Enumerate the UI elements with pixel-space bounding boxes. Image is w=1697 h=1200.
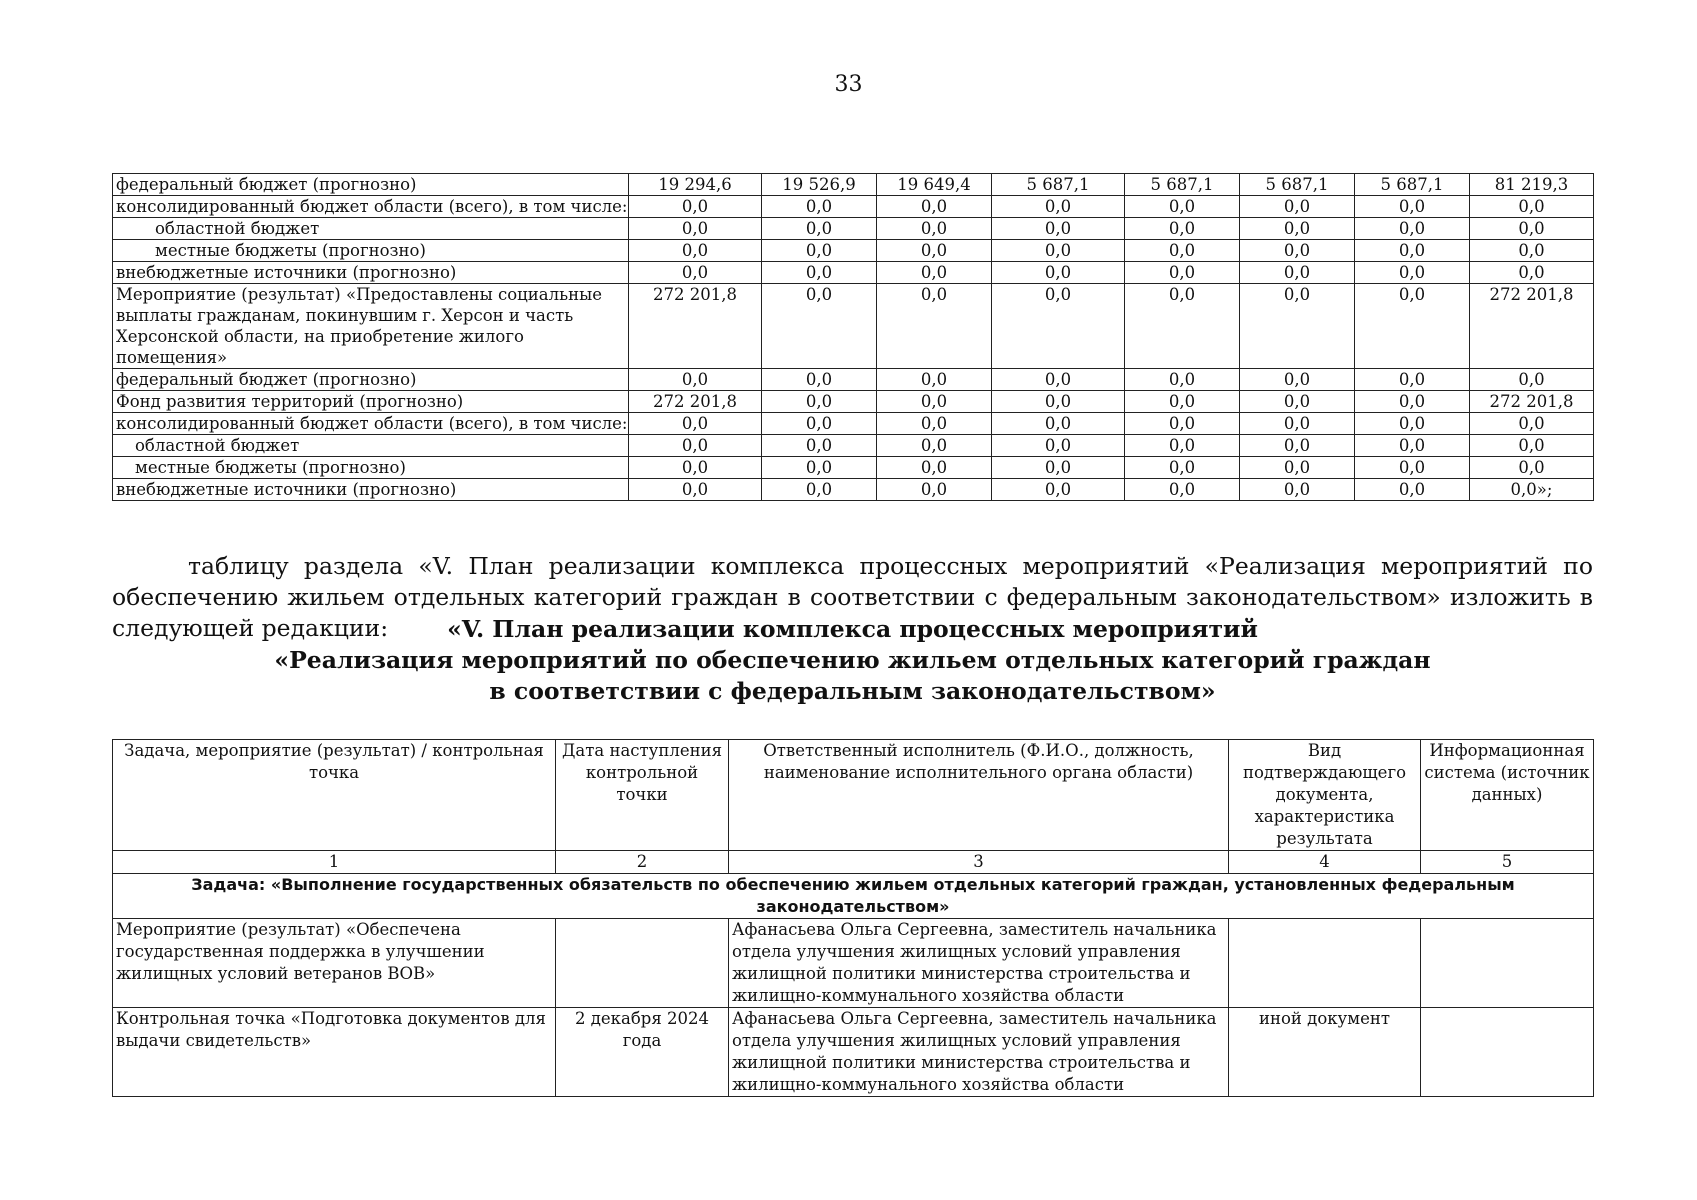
budget-value: 0,0 xyxy=(1355,457,1470,479)
budget-value: 0,0 xyxy=(1240,391,1355,413)
budget-value: 0,0 xyxy=(762,391,877,413)
budget-value: 0,0 xyxy=(629,413,762,435)
header-responsible: Ответственный исполнитель (Ф.И.О., должность, наименование исполнительного органа области) xyxy=(729,740,1229,851)
budget-value: 0,0 xyxy=(762,413,877,435)
budget-row xyxy=(113,284,1594,369)
budget-value: 272 201,8 xyxy=(1470,391,1594,413)
header-document: Вид подтверждающего документа, характеристика результата xyxy=(1229,740,1421,851)
plan-row-name: Мероприятие (результат) «Обеспечена государственная поддержка в улучшении жилищных условий ветеранов ВОВ» xyxy=(113,919,556,1008)
budget-value: 272 201,8 xyxy=(629,391,762,413)
budget-value: 0,0 xyxy=(1240,218,1355,240)
budget-value: 0,0 xyxy=(992,240,1125,262)
budget-value: 5 687,1 xyxy=(1125,174,1240,196)
budget-row-label: областной бюджет xyxy=(113,435,629,457)
budget-value: 0,0 xyxy=(762,284,877,369)
budget-value: 0,0 xyxy=(992,262,1125,284)
budget-value: 0,0 xyxy=(1355,413,1470,435)
budget-value: 0,0 xyxy=(1355,196,1470,218)
budget-value: 0,0 xyxy=(1470,196,1594,218)
section-title-line-2: «Реализация мероприятий по обеспечению жильем отдельных категорий граждан xyxy=(274,646,1431,674)
budget-value: 0,0 xyxy=(877,435,992,457)
budget-value: 0,0 xyxy=(992,457,1125,479)
budget-value: 272 201,8 xyxy=(1470,284,1594,369)
budget-row-label: федеральный бюджет (прогнозно) xyxy=(113,174,629,196)
budget-value: 0,0 xyxy=(1240,240,1355,262)
column-number: 4 xyxy=(1229,851,1421,874)
budget-value: 0,0 xyxy=(992,479,1125,501)
plan-column-numbers xyxy=(113,851,1594,874)
budget-value: 0,0 xyxy=(1470,240,1594,262)
budget-value: 0,0 xyxy=(629,196,762,218)
budget-row-label: местные бюджеты (прогнозно) xyxy=(113,240,629,262)
budget-value: 0,0 xyxy=(629,240,762,262)
budget-value: 0,0 xyxy=(1240,284,1355,369)
column-number: 1 xyxy=(113,851,556,874)
plan-table xyxy=(112,739,1594,1097)
budget-value: 0,0 xyxy=(992,284,1125,369)
budget-value: 0,0 xyxy=(1240,479,1355,501)
budget-value: 0,0 xyxy=(629,262,762,284)
budget-value: 0,0 xyxy=(1125,391,1240,413)
budget-row-label: Фонд развития территорий (прогнозно) xyxy=(113,391,629,413)
budget-value: 0,0 xyxy=(877,196,992,218)
budget-row xyxy=(113,457,1594,479)
budget-value: 0,0 xyxy=(762,218,877,240)
budget-value: 0,0 xyxy=(1240,435,1355,457)
budget-value: 5 687,1 xyxy=(1240,174,1355,196)
plan-header-row xyxy=(113,740,1594,851)
budget-value: 0,0 xyxy=(1125,413,1240,435)
plan-row-date: 2 декабря 2024 года xyxy=(556,1008,729,1097)
budget-value: 0,0 xyxy=(1470,369,1594,391)
plan-task-row xyxy=(113,874,1594,919)
budget-value: 0,0 xyxy=(1355,435,1470,457)
budget-value: 0,0 xyxy=(877,240,992,262)
budget-value: 0,0 xyxy=(762,479,877,501)
plan-row-document xyxy=(1229,919,1421,1008)
budget-value: 0,0 xyxy=(1240,196,1355,218)
budget-value: 272 201,8 xyxy=(629,284,762,369)
budget-value: 0,0 xyxy=(877,218,992,240)
plan-row-responsible: Афанасьева Ольга Сергеевна, заместитель начальника отдела улучшения жилищных условий управления жилищной политики министерства строительства и жилищно-коммунального хозяйства области xyxy=(729,919,1229,1008)
budget-value: 0,0 xyxy=(992,369,1125,391)
budget-value: 0,0»; xyxy=(1470,479,1594,501)
budget-row-label: местные бюджеты (прогнозно) xyxy=(113,457,629,479)
budget-row xyxy=(113,391,1594,413)
plan-row xyxy=(113,1008,1594,1097)
header-date: Дата наступления контрольной точки xyxy=(556,740,729,851)
budget-value: 0,0 xyxy=(877,479,992,501)
budget-value: 0,0 xyxy=(1125,479,1240,501)
budget-value: 0,0 xyxy=(1240,262,1355,284)
section-title-line-3: в соответствии с федеральным законодательством» xyxy=(489,677,1216,705)
plan-row-system xyxy=(1421,919,1594,1008)
budget-row xyxy=(113,413,1594,435)
column-number: 3 xyxy=(729,851,1229,874)
budget-row xyxy=(113,262,1594,284)
budget-value: 19 526,9 xyxy=(762,174,877,196)
budget-row-label: федеральный бюджет (прогнозно) xyxy=(113,369,629,391)
budget-row xyxy=(113,196,1594,218)
budget-row-label: Мероприятие (результат) «Предоставлены социальные выплаты гражданам, покинувшим г. Херсон и часть Херсонской области, на приобретение жилого помещения» xyxy=(113,284,629,369)
budget-row-label: областной бюджет xyxy=(113,218,629,240)
page-number: 33 xyxy=(834,72,863,97)
budget-value: 81 219,3 xyxy=(1470,174,1594,196)
budget-value: 5 687,1 xyxy=(1355,174,1470,196)
column-number: 5 xyxy=(1421,851,1594,874)
plan-row-document: иной документ xyxy=(1229,1008,1421,1097)
budget-row xyxy=(113,240,1594,262)
plan-row xyxy=(113,919,1594,1008)
budget-value: 0,0 xyxy=(1355,391,1470,413)
budget-table xyxy=(112,173,1594,501)
budget-row xyxy=(113,369,1594,391)
budget-value: 0,0 xyxy=(629,218,762,240)
header-task: Задача, мероприятие (результат) / контрольная точка xyxy=(113,740,556,851)
budget-value: 0,0 xyxy=(1355,284,1470,369)
budget-value: 0,0 xyxy=(762,196,877,218)
budget-value: 0,0 xyxy=(762,435,877,457)
budget-value: 0,0 xyxy=(1240,457,1355,479)
budget-value: 0,0 xyxy=(762,262,877,284)
budget-row xyxy=(113,218,1594,240)
budget-value: 0,0 xyxy=(1470,413,1594,435)
budget-value: 0,0 xyxy=(1470,435,1594,457)
budget-value: 0,0 xyxy=(992,391,1125,413)
budget-value: 0,0 xyxy=(1125,196,1240,218)
budget-value: 0,0 xyxy=(877,413,992,435)
budget-value: 0,0 xyxy=(762,457,877,479)
budget-value: 0,0 xyxy=(1125,240,1240,262)
amendment-paragraph: таблицу раздела «V. План реализации комплекса процессных мероприятий «Реализация мероприятий по обеспечению жильем отдельных категорий граждан в соответствии с федеральным законодательством» изложить в следующей редакции: xyxy=(112,552,1593,642)
plan-row-system xyxy=(1421,1008,1594,1097)
budget-value: 0,0 xyxy=(1470,262,1594,284)
budget-value: 0,0 xyxy=(992,435,1125,457)
budget-value: 5 687,1 xyxy=(992,174,1125,196)
budget-value: 0,0 xyxy=(1125,262,1240,284)
budget-value: 0,0 xyxy=(1240,413,1355,435)
budget-value: 0,0 xyxy=(1355,369,1470,391)
budget-value: 0,0 xyxy=(1470,457,1594,479)
header-system: Информационная система (источник данных) xyxy=(1421,740,1594,851)
budget-value: 0,0 xyxy=(1355,218,1470,240)
budget-value: 0,0 xyxy=(762,369,877,391)
plan-row-name: Контрольная точка «Подготовка документов для выдачи свидетельств» xyxy=(113,1008,556,1097)
budget-row xyxy=(113,435,1594,457)
budget-row-label: консолидированный бюджет области (всего), в том числе: xyxy=(113,413,629,435)
budget-value: 0,0 xyxy=(992,196,1125,218)
section-title xyxy=(112,614,1593,707)
budget-value: 0,0 xyxy=(1125,284,1240,369)
budget-value: 0,0 xyxy=(1240,369,1355,391)
budget-value: 0,0 xyxy=(629,479,762,501)
budget-value: 0,0 xyxy=(629,435,762,457)
task-title: Задача: «Выполнение государственных обязательств по обеспечению жильем отдельных категорий граждан, установленных федеральным законодательством» xyxy=(113,874,1594,919)
budget-row-label: внебюджетные источники (прогнозно) xyxy=(113,479,629,501)
column-number: 2 xyxy=(556,851,729,874)
budget-row-label: консолидированный бюджет области (всего), в том числе: xyxy=(113,196,629,218)
budget-value: 19 649,4 xyxy=(877,174,992,196)
plan-row-responsible: Афанасьева Ольга Сергеевна, заместитель начальника отдела улучшения жилищных условий управления жилищной политики министерства строительства и жилищно-коммунального хозяйства области xyxy=(729,1008,1229,1097)
budget-value: 0,0 xyxy=(992,413,1125,435)
section-title-line-1: «V. План реализации комплекса процессных мероприятий xyxy=(447,615,1258,643)
budget-value: 0,0 xyxy=(877,457,992,479)
budget-value: 0,0 xyxy=(1355,262,1470,284)
budget-value: 0,0 xyxy=(877,369,992,391)
budget-value: 0,0 xyxy=(1125,457,1240,479)
budget-value: 0,0 xyxy=(1125,435,1240,457)
budget-value: 0,0 xyxy=(992,218,1125,240)
budget-value: 0,0 xyxy=(629,369,762,391)
budget-value: 0,0 xyxy=(1470,218,1594,240)
budget-value: 0,0 xyxy=(877,284,992,369)
budget-value: 0,0 xyxy=(1355,240,1470,262)
budget-value: 0,0 xyxy=(1355,479,1470,501)
budget-value: 0,0 xyxy=(762,240,877,262)
budget-row xyxy=(113,479,1594,501)
budget-row xyxy=(113,174,1594,196)
budget-value: 0,0 xyxy=(1125,218,1240,240)
budget-value: 19 294,6 xyxy=(629,174,762,196)
budget-value: 0,0 xyxy=(629,457,762,479)
plan-row-date xyxy=(556,919,729,1008)
budget-value: 0,0 xyxy=(1125,369,1240,391)
budget-row-label: внебюджетные источники (прогнозно) xyxy=(113,262,629,284)
budget-value: 0,0 xyxy=(877,262,992,284)
budget-value: 0,0 xyxy=(877,391,992,413)
